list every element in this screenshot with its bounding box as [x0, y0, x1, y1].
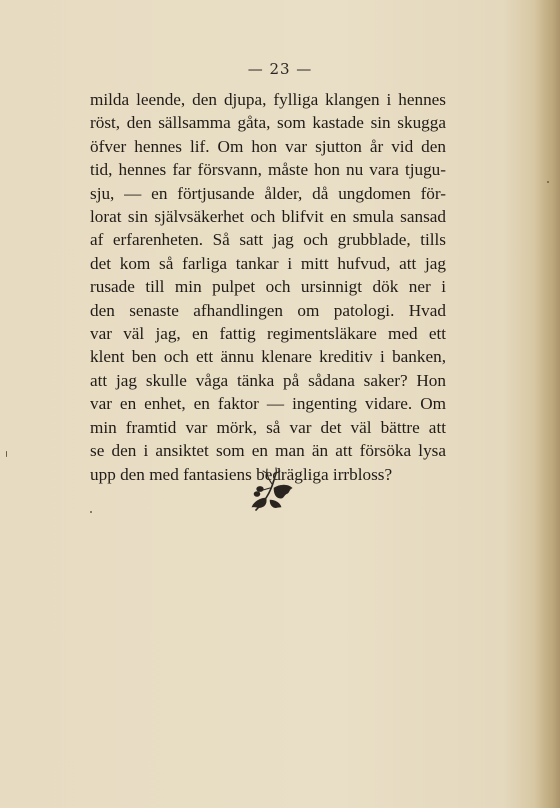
text-line: se den i ansiktet som en man än att försöka lysa	[90, 441, 446, 461]
paper-speck	[547, 181, 549, 183]
text-line: den senaste afhandlingen om patologi. Hvad	[90, 300, 446, 320]
text-line: öfver hennes lif. Om hon var sjutton år vid den	[90, 136, 446, 156]
text-line: sju, — en förtjusande ålder, då ungdomen för-	[90, 183, 446, 203]
text-line: rusade till min pulpet och ursinnigt dök ner i	[90, 277, 446, 297]
text-line: upp den med fantasiens bedrägliga irrbloss?	[90, 464, 393, 484]
text-line: att jag skulle våga tänka på sådana saker? Hon	[90, 370, 446, 390]
text-line: det kom så farliga tankar i mitt hufvud, att jag	[90, 253, 446, 273]
text-line: klent ben och ett ännu klenare kreditiv i banken,	[90, 347, 446, 367]
oak-leaf-acorn-ornament-icon	[246, 466, 296, 514]
text-line: lorat sin självsäkerhet och blifvit en smula sansad	[90, 207, 446, 227]
text-line: tid, hennes far försvann, måste hon nu vara tjugu-	[90, 160, 446, 180]
text-line: milda leende, den djupa, fylliga klangen i hennes	[90, 90, 446, 109]
text-line: af erfarenheten. Så satt jag och grubblade, tills	[90, 230, 446, 250]
text-line: var väl jag, en fattig regimentsläkare med ett	[90, 324, 446, 344]
text-line: var en enhet, en faktor — ingenting vidare. Om	[90, 394, 446, 414]
body-text	[90, 88, 446, 486]
paper-speck	[90, 511, 92, 513]
text-line: röst, den sällsamma gåta, som kastade sin skugga	[90, 113, 446, 133]
paper-speck	[6, 451, 7, 457]
page-number: — 23 —	[247, 60, 313, 78]
text-line: min framtid var mörk, så var det väl bättre att	[90, 417, 446, 437]
page-gutter-shadow	[534, 0, 560, 808]
